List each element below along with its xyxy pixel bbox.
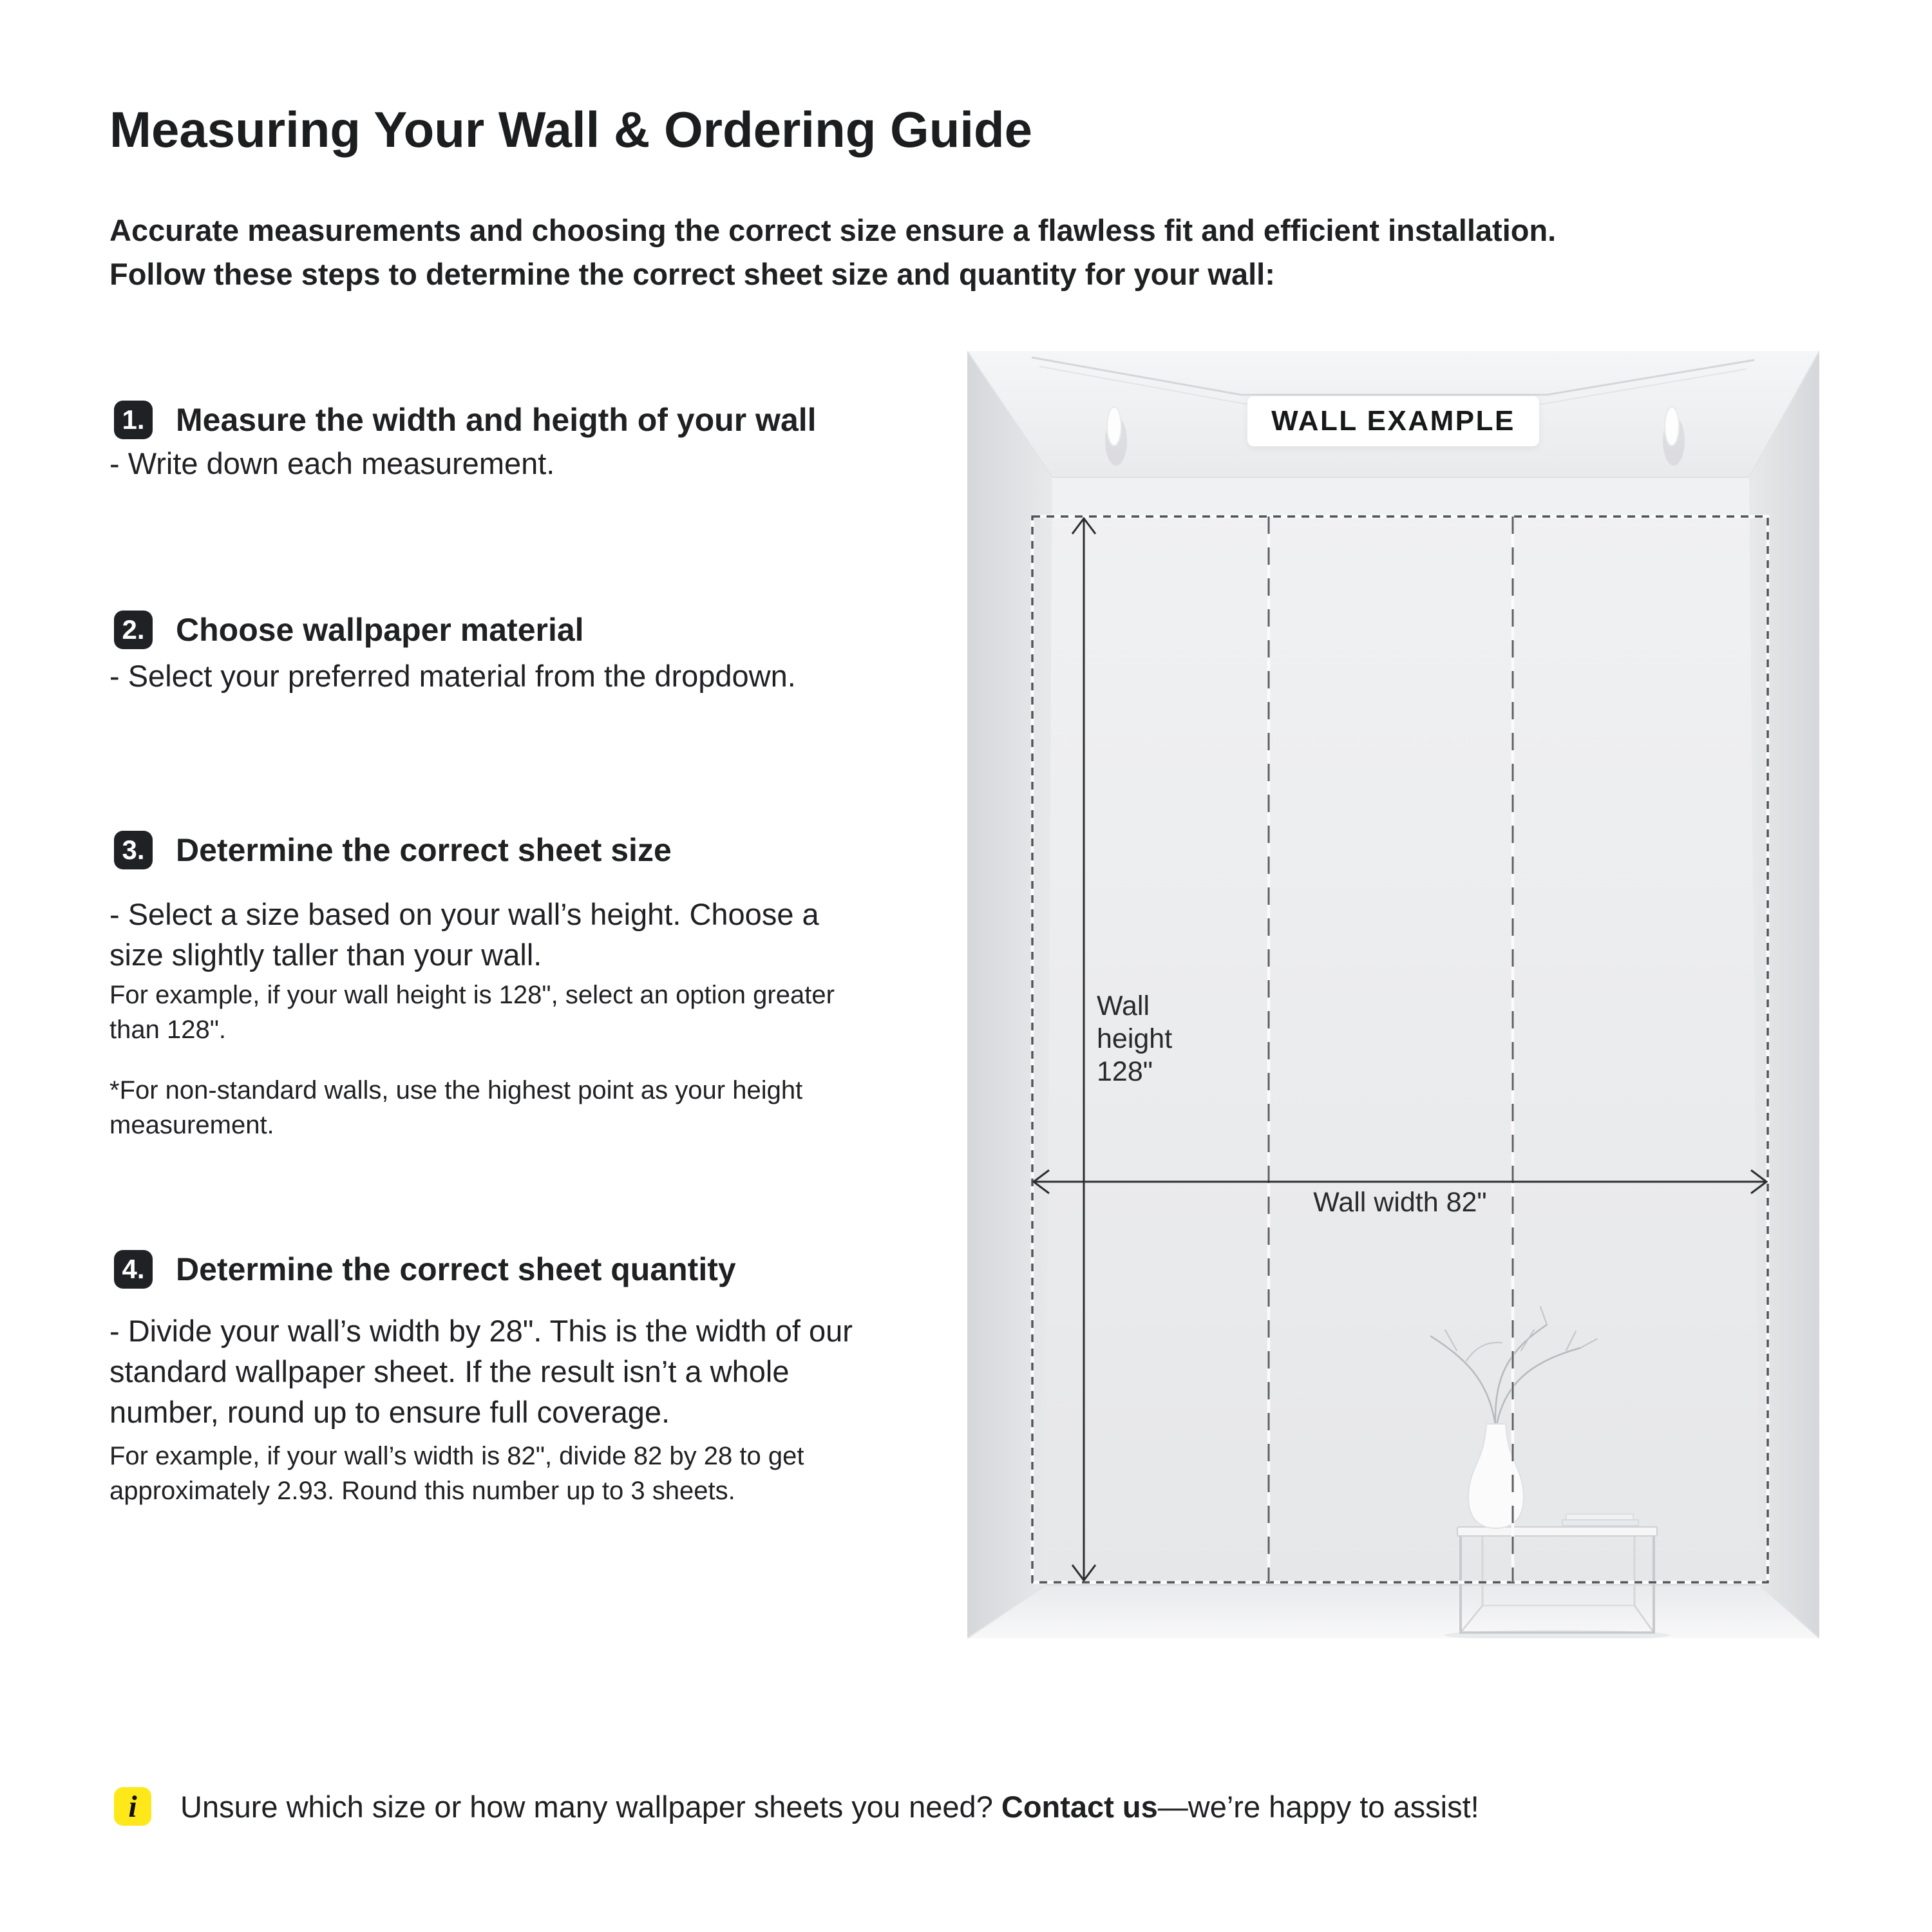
contact-us-link[interactable]: Contact us [1001, 1790, 1158, 1824]
step-1-body: - Write down each measurement. [109, 446, 555, 480]
step-4-heading: Determine the correct sheet quantity [176, 1251, 736, 1287]
step-2 [114, 611, 584, 649]
wall-height-label: Wall height 128" [1097, 990, 1173, 1087]
info-icon: i [114, 1787, 151, 1826]
intro-paragraph [109, 209, 1556, 296]
footer-note [114, 1787, 1479, 1827]
step-1-badge: 1. [114, 401, 153, 439]
step-3-badge: 3. [114, 831, 153, 869]
room-illustration [967, 351, 1819, 1638]
page-title: Measuring Your Wall & Ordering Guide [109, 101, 1033, 158]
wall-example-badge: WALL EXAMPLE [1247, 396, 1539, 446]
step-4-badge: 4. [114, 1250, 153, 1289]
step-1-heading: Measure the width and heigth of your wall [176, 402, 817, 438]
step-3-heading: Determine the correct sheet size [176, 832, 672, 868]
step-1 [114, 401, 817, 439]
step-3-note: *For non-standard walls, use the highest point as your height measurement. [109, 1076, 803, 1139]
step-2-heading: Choose wallpaper material [176, 612, 584, 648]
left-wall [967, 351, 1052, 1638]
wall-example-photo [967, 351, 1819, 1638]
wall-width-label: Wall width 82" [1313, 1187, 1487, 1218]
step-2-body: - Select your preferred material from the dropdown. [109, 659, 796, 693]
step-3-body: - Select a size based on your wall’s height. Choose a size slightly taller than your wall. [109, 897, 819, 972]
step-3-example: For example, if your wall height is 128", select an option greater than 128". [109, 981, 835, 1044]
step-2-badge: 2. [114, 611, 153, 649]
floor [967, 1585, 1819, 1638]
step-3 [114, 831, 672, 869]
intro-line: Follow these steps to determine the correct sheet size and quantity for your wall: [109, 257, 1275, 291]
step-4-body: - Divide your wall’s width by 28". This is the width of our standard wallpaper sheet. If the result isn’t a whole number, round up to ensure full coverage. [109, 1314, 853, 1429]
right-wall [1749, 351, 1819, 1638]
books [1562, 1514, 1638, 1526]
step-4-example: For example, if your wall’s width is 82", divide 82 by 28 to get approximately 2.93. Round this number up to 3 sheets. [109, 1442, 804, 1505]
footer-text: Unsure which size or how many wallpaper sheets you need? Contact us—we’re happy to assist! [180, 1790, 1479, 1824]
intro-line: Accurate measurements and choosing the correct size ensure a flawless fit and efficient installation. [109, 213, 1557, 247]
step-4 [114, 1250, 736, 1289]
